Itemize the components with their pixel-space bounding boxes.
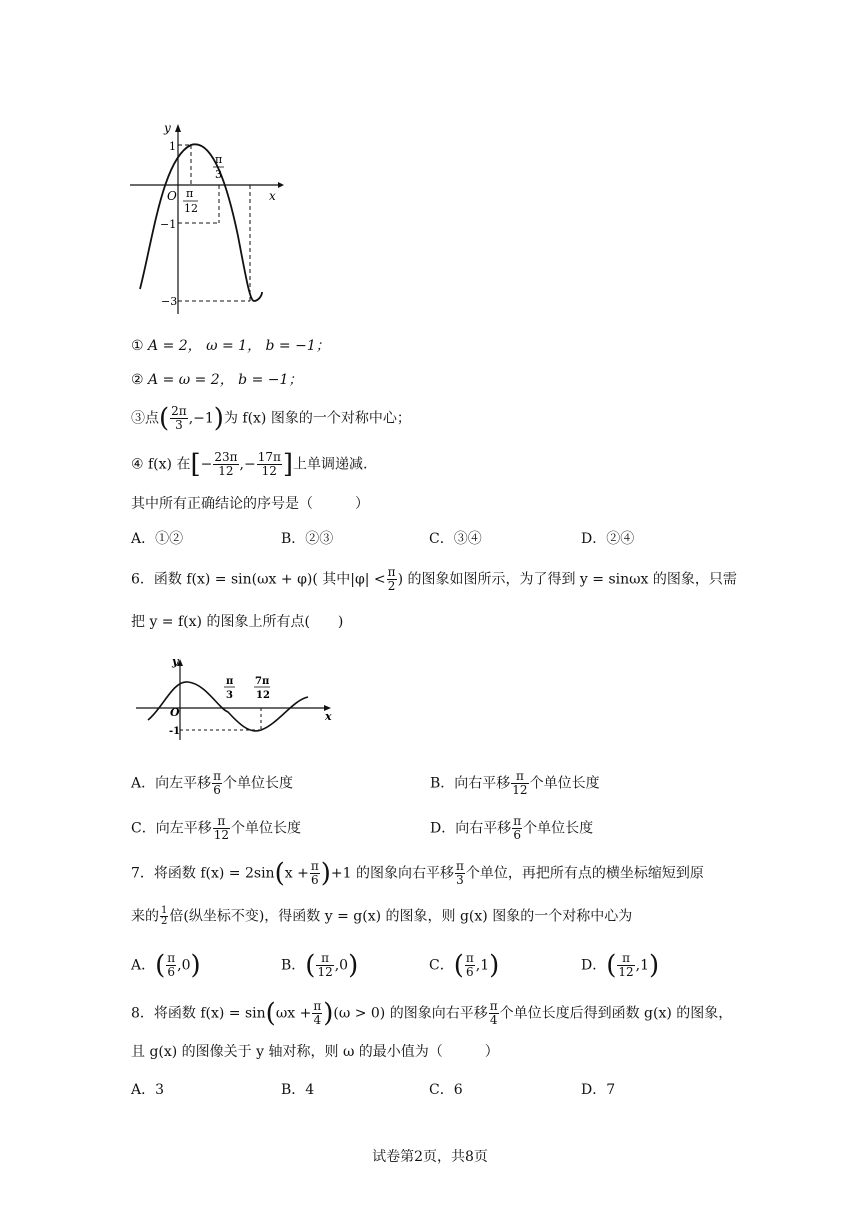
- q5-option-b[interactable]: B．②③: [281, 531, 334, 547]
- tick-1: 1: [169, 140, 176, 153]
- tick-neg1: -1: [169, 726, 181, 737]
- seven-pi-over-12-num: 7π: [255, 676, 270, 687]
- q7-option-c[interactable]: C．( $\frac{\pi}{6}$ ,1): [429, 950, 500, 981]
- pi-over-12-num: π: [186, 187, 194, 200]
- q8-line1: 8．将函数 f(x) = sin(ωx + $\frac{\pi}{4}$ )(ω > 0) 的图象向右平移 $\frac{\pi}{4}$ 个单位长度后得到函数 g(x) 的图象，: [131, 998, 733, 1029]
- q8-option-a[interactable]: A．3: [131, 1082, 165, 1098]
- q6-option-c[interactable]: C．向左平移 $\frac{\pi}{12}$ 个单位长度: [131, 814, 301, 842]
- tick-neg1: −1: [160, 218, 177, 231]
- x-label: x: [269, 189, 276, 203]
- q7-option-a[interactable]: A．( $\frac{\pi}{6}$ ,0): [131, 950, 201, 981]
- q7-line2: 来的 $\frac{1}{2}$ 倍(纵坐标不变)，得函数 y = g(x) 的图象，则 g(x) 图象的一个对称中心为: [131, 905, 633, 927]
- x-axis-arrow: [278, 182, 284, 188]
- statement-2: ② A = ω = 2， b = −1；: [131, 372, 303, 388]
- q6-line2: 把 y = f(x) 的图象上所有点( ): [131, 614, 344, 630]
- y-label: y: [172, 655, 179, 668]
- x-label: x: [325, 710, 332, 723]
- tick-neg3: −3: [161, 295, 178, 308]
- pi-over-3-den: 3: [226, 690, 233, 701]
- q7-line1: 7．将函数 f(x) = 2sin(x + $\frac{\pi}{6}$ )+1 的图象向右平移 $\frac{\pi}{3}$ 个单位，再把所有点的横坐标缩短到原: [131, 858, 704, 889]
- y-axis-arrow: [175, 124, 181, 132]
- q6-option-a[interactable]: A．向左平移 $\frac{\pi}{6}$ 个单位长度: [131, 769, 294, 797]
- pi-over-12-den: 12: [184, 202, 198, 215]
- q8-option-b[interactable]: B．4: [281, 1082, 315, 1098]
- q5-question: 其中所有正确结论的序号是（ ）: [131, 496, 369, 512]
- pi-over-3-num: π: [226, 676, 234, 687]
- pi-over-3-num: π: [215, 153, 223, 166]
- pi-over-3-den: 3: [215, 168, 222, 181]
- q6-line1: 6．函数 f(x) = sin(ωx + φ)( 其中|φ| < $\frac{\pi}{2}$ ) 的图象如图所示，为了得到 y = sinωx 的图象，只需: [131, 565, 737, 593]
- graph-q6: [128, 650, 338, 746]
- q8-line2: 且 g(x) 的图像关于 y 轴对称，则 ω 的最小值为（ ）: [131, 1044, 499, 1060]
- q5-option-a[interactable]: A．①②: [131, 531, 184, 547]
- statement-3: ③点( $\frac{2\pi}{3}$ ,−1)为 f(x) 图象的一个对称中心；: [131, 403, 411, 434]
- seven-pi-over-12-den: 12: [256, 690, 270, 701]
- q5-option-c[interactable]: C．③④: [429, 531, 482, 547]
- q8-option-c[interactable]: C．6: [429, 1082, 463, 1098]
- q7-option-d[interactable]: D．( $\frac{\pi}{12}$ ,1): [581, 950, 660, 981]
- origin-label: O: [167, 189, 177, 203]
- y-label: y: [164, 121, 171, 135]
- statement-4: ④ f(x) 在[− $\frac{23\pi}{12}$ ,− $\frac{17\pi}{12}$ ]上单调递减.: [131, 449, 368, 480]
- origin-label: O: [170, 706, 180, 719]
- q5-option-d[interactable]: D．②④: [581, 531, 635, 547]
- page-footer: 试卷第2页，共8页: [372, 1149, 488, 1165]
- q6-option-d[interactable]: D．向右平移 $\frac{\pi}{6}$ 个单位长度: [430, 814, 594, 842]
- graph-q5: [128, 118, 288, 320]
- statement-1: ① A = 2， ω = 1， b = −1；: [131, 338, 330, 354]
- q7-option-b[interactable]: B．( $\frac{\pi}{12}$ ,0): [281, 950, 359, 981]
- q8-option-d[interactable]: D．7: [581, 1082, 616, 1098]
- q6-option-b[interactable]: B．向右平移 $\frac{\pi}{12}$ 个单位长度: [430, 769, 600, 797]
